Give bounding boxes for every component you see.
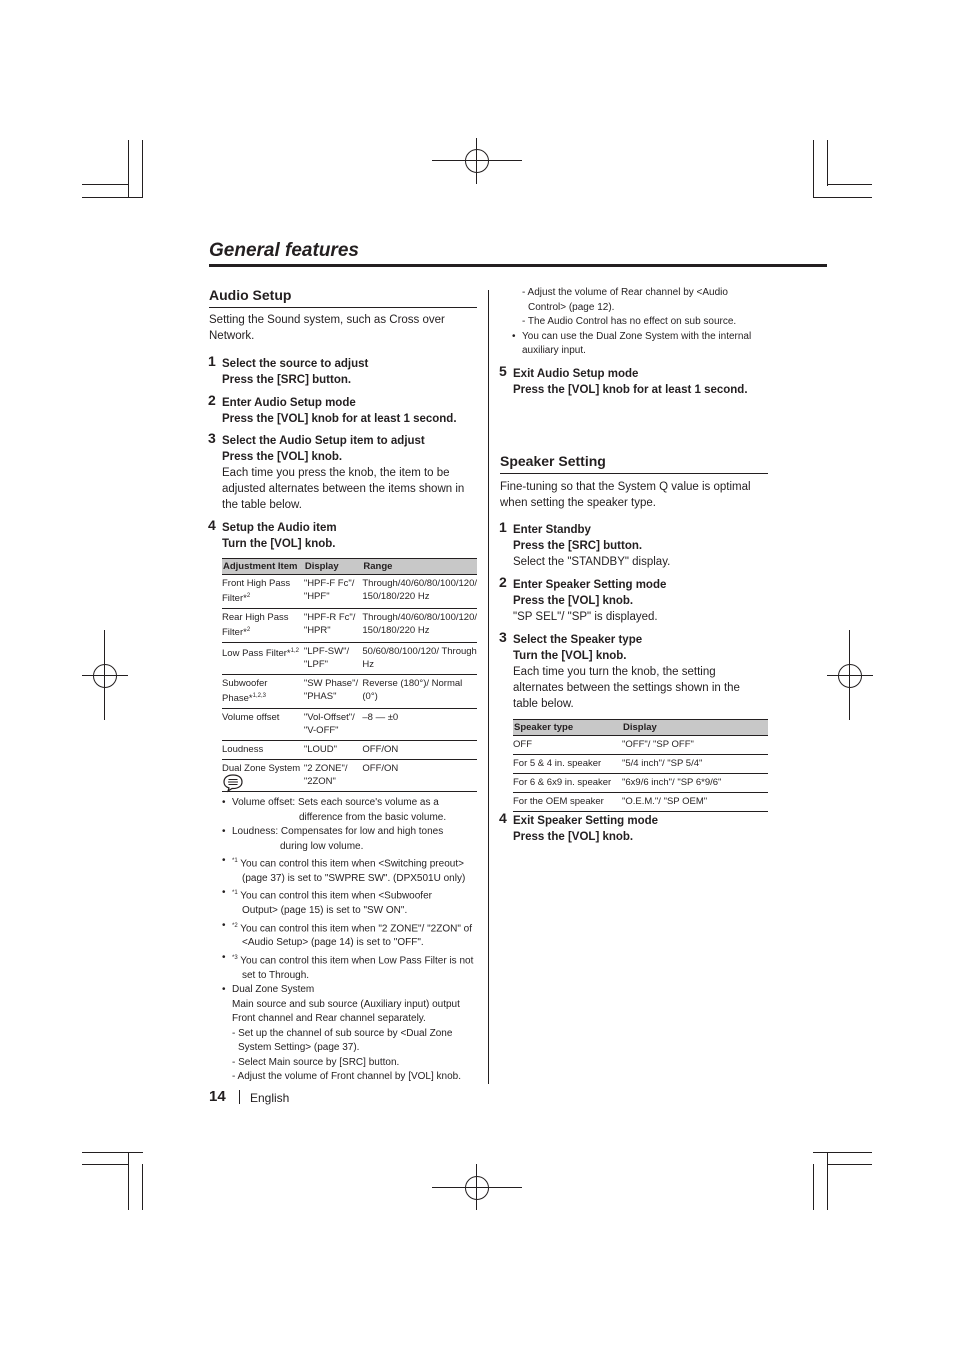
table-row xyxy=(222,675,477,709)
table-row xyxy=(222,709,477,741)
title-rule xyxy=(209,264,827,267)
table-header: Display xyxy=(304,559,363,575)
step-title: Setup the Audio item xyxy=(222,522,337,534)
step-action: Turn the [VOL] knob. xyxy=(513,650,627,662)
cell-item: Low Pass Filter* xyxy=(222,648,291,660)
note-dual-zone: • Dual Zone System Main source and sub source (Auxiliary input) output Front channel and Rear channel separately. - Set up the channel of sub source by <Dual Zone System Setting> (page 37). - Select Main source by [SRC] button. - Adjust the volume of Front channel by [VOL] knob. xyxy=(222,983,482,1085)
table-row xyxy=(222,575,477,609)
step-action: Press the [VOL] knob. xyxy=(513,831,634,843)
step-number: 3 xyxy=(208,430,216,446)
note-line: Output> (page 15) is set to "SW ON". xyxy=(242,905,408,917)
speaker-step-2 xyxy=(499,574,768,625)
cell-item: Dual Zone System xyxy=(222,763,301,775)
note-line: auxiliary input. xyxy=(522,345,586,356)
column-divider xyxy=(488,290,489,1084)
step-title: Exit Speaker Setting mode xyxy=(513,815,659,827)
audio-setup-intro: Setting the Sound system, such as Cross over Network. xyxy=(209,314,445,342)
cell-range: OFF/ON xyxy=(362,744,399,756)
cell-range: Reverse (180°)/ Normal (0°) xyxy=(362,675,477,709)
audio-step-1 xyxy=(208,353,477,388)
cell-range: Through/40/60/80/100/120/ 150/180/220 Hz xyxy=(362,575,477,609)
table-row xyxy=(513,793,768,812)
cell-speaker-type: OFF xyxy=(513,736,622,755)
note-line: You can control this item when <Subwoofer xyxy=(240,890,432,902)
table-header: Display xyxy=(622,720,768,736)
table-header: Adjustment Item xyxy=(222,559,304,575)
step-title: Enter Speaker Setting mode xyxy=(513,579,667,591)
step-description: "SP SEL"/ "SP" is displayed. xyxy=(513,611,658,623)
note-line: Dual Zone System xyxy=(232,984,315,996)
speaker-setting-heading: Speaker Setting xyxy=(500,453,606,469)
cell-display: "HPF-R Fc"/ "HPR" xyxy=(304,609,363,643)
cell-display: "6x9/6 inch"/ "SP 6*9/6" xyxy=(622,774,768,793)
cell-speaker-type: For the OEM speaker xyxy=(513,793,622,812)
cell-range: OFF/ON xyxy=(362,760,477,792)
note-line: - Adjust the volume of Rear channel by <Audio xyxy=(522,287,728,298)
note-volume-offset: • Volume offset: Sets each source's volume as a difference from the basic volume. xyxy=(222,796,482,825)
cell-display: "HPF-F Fc"/ "HPF" xyxy=(304,575,363,609)
speaker-step-3 xyxy=(499,629,768,712)
table-row xyxy=(513,736,768,755)
cell-superscript: 1,2,3 xyxy=(252,693,266,700)
note-line: (page 37) is set to "SWPRE SW". (DPX501U only) xyxy=(242,872,466,884)
page-language: English xyxy=(250,1091,290,1105)
footnote-mark: *1 xyxy=(232,858,238,864)
table-row xyxy=(222,741,477,760)
note-footnote-3: • $^{*3}$ You can control this item when Low Pass Filter is not set to Through. xyxy=(222,951,482,983)
cell-item: Volume offset xyxy=(222,712,280,724)
step-number: 4 xyxy=(499,810,507,826)
step-action: Press the [SRC] button. xyxy=(513,540,643,552)
step-number: 1 xyxy=(499,519,507,535)
page-title: General features xyxy=(209,240,359,261)
note-loudness: • Loudness: Compensates for low and high tones during low volume. xyxy=(222,825,482,854)
note-footnote-1b: • $^{*1}$ You can control this item when <Subwoofer Output> (page 15) is set to "SW ON". xyxy=(222,886,482,918)
note-line: System Setting> (page 37). xyxy=(238,1042,360,1054)
cell-display: "OFF"/ "SP OFF" xyxy=(622,736,768,755)
step-number: 5 xyxy=(499,363,507,379)
note-footnote-2: • $^{*2}$ You can control this item when "2 ZONE"/ "2ZON" of <Audio Setup> (page 14) is set to "OFF". xyxy=(222,919,482,951)
cell-range: –8 — ±0 xyxy=(362,709,477,741)
note-line: Control> (page 12). xyxy=(528,301,615,313)
table-header: Speaker type xyxy=(513,720,622,736)
audio-setup-rule xyxy=(209,307,477,308)
footnote-mark: *1 xyxy=(232,890,238,897)
cell-speaker-type: For 5 & 4 in. speaker xyxy=(513,755,622,774)
step-action: Turn the [VOL] knob. xyxy=(222,538,336,550)
table-row xyxy=(222,643,477,675)
note-line: You can use the Dual Zone System with the internal xyxy=(522,330,752,342)
note-icon xyxy=(222,773,244,798)
step-action: Press the [VOL] knob. xyxy=(513,595,634,607)
step-title: Select the Speaker type xyxy=(513,634,643,646)
note-line: <Audio Setup> (page 14) is set to "OFF". xyxy=(242,937,424,949)
audio-step-4 xyxy=(208,517,477,552)
cell-speaker-type: For 6 & 6x9 in. speaker xyxy=(513,774,622,793)
table-row xyxy=(222,760,477,792)
speaker-setting-intro: Fine-tuning so that the System Q value is optimal when setting the speaker type. xyxy=(500,481,751,509)
cell-item: Loudness xyxy=(222,744,264,756)
note-dual-zone-continued xyxy=(512,286,772,330)
cell-display: "2 ZONE"/ "2ZON" xyxy=(304,760,363,792)
table-row xyxy=(513,755,768,774)
cell-display: "5/4 inch"/ "SP 5/4" xyxy=(622,755,768,774)
step-description: Each time you press the knob, the item to be adjusted alternates between the items shown in the table below. xyxy=(222,467,465,511)
audio-step-5 xyxy=(499,363,768,398)
cell-display: "LOUD" xyxy=(303,744,337,756)
step-number: 1 xyxy=(208,353,216,369)
cell-superscript: 2 xyxy=(246,627,251,634)
footnote-mark: *3 xyxy=(232,954,238,961)
speaker-step-1 xyxy=(499,519,768,570)
note-line: Loudness: Compensates for low and high tones xyxy=(232,826,444,837)
audio-setup-heading: Audio Setup xyxy=(209,287,292,303)
step-title: Select the source to adjust xyxy=(222,358,369,370)
note-aux-input: • You can use the Dual Zone System with the internal auxiliary input. xyxy=(512,330,772,359)
note-line: Volume offset: Sets each source's volume as a xyxy=(232,797,439,808)
speaker-setting-rule xyxy=(500,473,768,474)
footnote-mark: *2 xyxy=(232,922,238,929)
step-title: Enter Standby xyxy=(513,524,591,536)
step-title: Enter Audio Setup mode xyxy=(222,397,356,409)
step-number: 2 xyxy=(499,574,507,590)
audio-step-2 xyxy=(208,392,477,427)
step-action: Press the [VOL] knob for at least 1 second. xyxy=(513,384,748,396)
cell-superscript: 1,2 xyxy=(290,648,299,655)
note-footnote-1a: • $^{*1}$ You can control this item when <Switching preout> (page 37) is set to "SWPRE SW". (DPX501U only) xyxy=(222,854,482,886)
page-number: 14 xyxy=(209,1088,226,1105)
table-header: Range xyxy=(362,559,477,575)
step-action: Press the [VOL] knob. xyxy=(222,451,343,463)
speaker-type-table xyxy=(513,719,768,812)
step-number: 4 xyxy=(208,517,216,533)
cell-item: Front High Pass Filter* xyxy=(222,578,291,605)
audio-setup-table xyxy=(222,558,477,792)
step-title: Select the Audio Setup item to adjust xyxy=(222,435,425,447)
note-line: - Set up the channel of sub source by <Dual Zone xyxy=(232,1027,453,1039)
note-line: Front channel and Rear channel separately. xyxy=(232,1013,426,1025)
note-line: set to Through. xyxy=(242,969,310,981)
cell-display: "SW Phase"/ "PHAS" xyxy=(304,675,363,709)
step-description: Each time you turn the knob, the setting alternates between the settings shown in the table below. xyxy=(513,666,740,710)
note-line: You can control this item when "2 ZONE"/ "2ZON" of xyxy=(240,922,472,934)
step-action: Press the [VOL] knob for at least 1 second. xyxy=(222,413,457,425)
note-line: during low volume. xyxy=(280,840,364,852)
step-title: Exit Audio Setup mode xyxy=(513,368,639,380)
table-row xyxy=(513,774,768,793)
table-row xyxy=(222,609,477,643)
step-action: Press the [SRC] button. xyxy=(222,374,352,386)
audio-setup-notes-continued xyxy=(512,286,772,359)
step-description: Select the "STANDBY" display. xyxy=(513,556,671,568)
note-line: Main source and sub source (Auxiliary input) output xyxy=(232,998,460,1010)
note-line: - Select Main source by [SRC] button. xyxy=(232,1056,400,1068)
step-number: 2 xyxy=(208,392,216,408)
note-line: - Adjust the volume of Front channel by [VOL] knob. xyxy=(232,1071,462,1083)
cell-display: "LPF-SW"/ "LPF" xyxy=(304,643,363,675)
cell-superscript: 2 xyxy=(246,593,251,599)
cell-item: Subwoofer Phase* xyxy=(222,678,268,705)
audio-step-3 xyxy=(208,430,477,513)
cell-display: "Vol-Offset"/ "V-OFF" xyxy=(304,709,363,741)
note-line: You can control this item when Low Pass Filter is not xyxy=(240,955,474,967)
step-number: 3 xyxy=(499,629,507,645)
footer-divider xyxy=(239,1090,240,1104)
cell-display: "O.E.M."/ "SP OEM" xyxy=(622,793,768,812)
note-line: difference from the basic volume. xyxy=(299,811,447,823)
note-line: - The Audio Control has no effect on sub source. xyxy=(522,316,737,327)
cell-range: 50/60/80/100/120/ Through Hz xyxy=(362,643,477,675)
cell-range: Through/40/60/80/100/120/ 150/180/220 Hz xyxy=(362,609,477,643)
cell-item: Rear High Pass Filter* xyxy=(222,612,289,639)
note-line: You can control this item when <Switching preout> xyxy=(240,858,464,870)
speaker-step-4 xyxy=(499,810,768,845)
audio-setup-notes xyxy=(222,796,482,1085)
